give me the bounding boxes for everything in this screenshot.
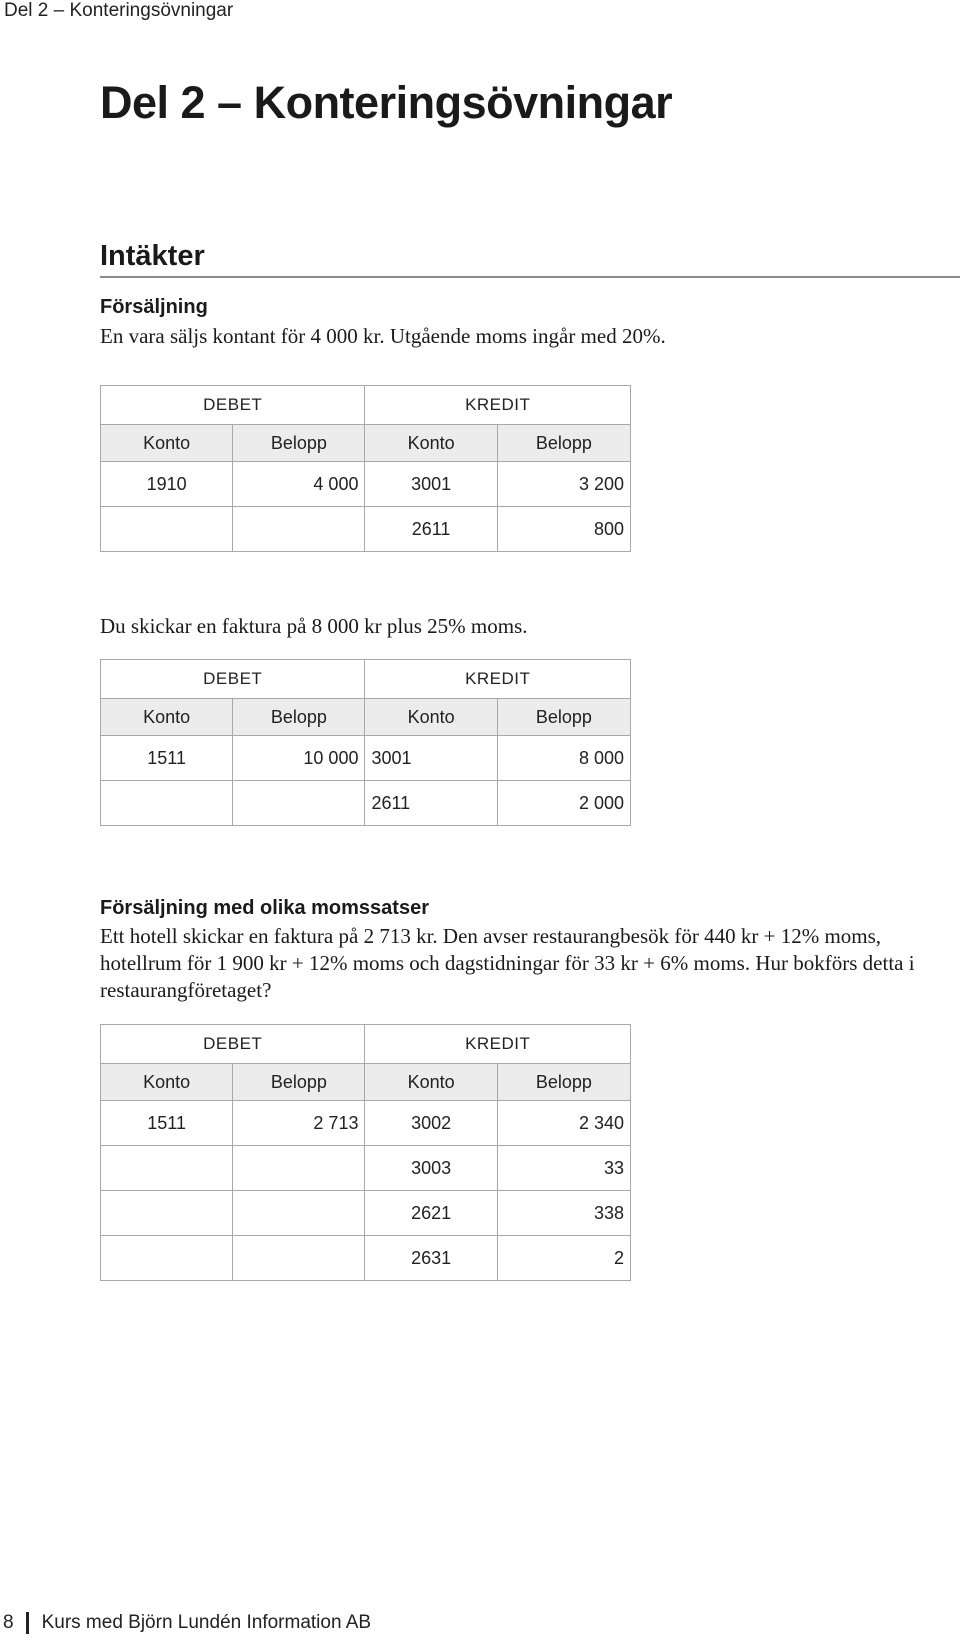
table-row [101,1101,631,1146]
kredit-belopp-cell: 2 000 [497,781,630,826]
paragraph-hotel-invoice: Ett hotell skickar en faktura på 2 713 kr. Den avser restaurangbesök för 440 kr + 12% moms, hotellrum för 1 900 kr + 12% moms och dagstidningar för 33 kr + 6% moms. Hur bokförs detta i restaurangföretaget? [100,924,915,1002]
journal-table-3 [100,1024,631,1281]
page-number: 8 [3,1612,14,1633]
kredit-header: KREDIT [365,386,631,425]
column-header-konto: Konto [101,425,233,462]
page-footer [3,1612,371,1634]
kredit-belopp-cell: 338 [497,1191,630,1236]
debet-konto-cell [101,1146,233,1191]
debet-belopp-cell: 4 000 [233,462,365,507]
kredit-belopp-cell: 33 [497,1146,630,1191]
journal-table-1 [100,385,631,552]
debet-belopp-cell: 10 000 [233,736,365,781]
table-row [101,1146,631,1191]
debet-konto-cell [101,1191,233,1236]
table-row [101,1191,631,1236]
column-header-belopp: Belopp [497,425,630,462]
section-heading: Intäkter [100,240,205,272]
column-header-konto: Konto [101,1064,233,1101]
debet-header: DEBET [101,386,365,425]
table-row [101,736,631,781]
debet-header: DEBET [101,1025,365,1064]
column-header-konto: Konto [365,699,497,736]
publisher-name: Kurs med Björn Lundén Information AB [41,1612,372,1633]
debet-konto-cell: 1910 [101,462,233,507]
debet-header: DEBET [101,660,365,699]
column-header-konto: Konto [365,1064,497,1101]
paragraph-cash-sale: En vara säljs kontant för 4 000 kr. Utgående moms ingår med 20%. [100,324,666,348]
kredit-header: KREDIT [365,1025,631,1064]
kredit-konto-cell: 2611 [365,507,497,552]
kredit-header: KREDIT [365,660,631,699]
subheading-forsaljning: Försäljning [100,296,208,318]
kredit-belopp-cell: 2 340 [497,1101,630,1146]
journal-table-2 [100,659,631,826]
kredit-konto-cell: 3001 [365,736,497,781]
kredit-belopp-cell: 8 000 [497,736,630,781]
debet-belopp-cell [233,1236,365,1281]
debet-konto-cell [101,1236,233,1281]
debet-belopp-cell [233,1191,365,1236]
debet-konto-cell [101,507,233,552]
kredit-konto-cell: 3002 [365,1101,497,1146]
paragraph-invoice: Du skickar en faktura på 8 000 kr plus 25% moms. [100,614,528,638]
debet-belopp-cell [233,781,365,826]
table-row [101,507,631,552]
kredit-belopp-cell: 3 200 [497,462,630,507]
footer-separator [26,1612,29,1634]
column-header-konto: Konto [101,699,233,736]
debet-belopp-cell [233,507,365,552]
debet-belopp-cell: 2 713 [233,1101,365,1146]
column-header-belopp: Belopp [497,1064,630,1101]
kredit-konto-cell: 3003 [365,1146,497,1191]
kredit-konto-cell: 2621 [365,1191,497,1236]
table-row [101,781,631,826]
kredit-belopp-cell: 800 [497,507,630,552]
kredit-konto-cell: 3001 [365,462,497,507]
column-header-belopp: Belopp [233,425,365,462]
column-header-konto: Konto [365,425,497,462]
table-row [101,462,631,507]
running-head: Del 2 – Konteringsövningar [4,0,234,21]
debet-belopp-cell [233,1146,365,1191]
debet-konto-cell: 1511 [101,1101,233,1146]
table-row [101,1236,631,1281]
page-title: Del 2 – Konteringsövningar [100,77,673,128]
debet-konto-cell [101,781,233,826]
section-divider [100,276,960,278]
kredit-konto-cell: 2611 [365,781,497,826]
kredit-belopp-cell: 2 [497,1236,630,1281]
column-header-belopp: Belopp [233,1064,365,1101]
column-header-belopp: Belopp [233,699,365,736]
column-header-belopp: Belopp [497,699,630,736]
subheading-momssatser: Försäljning med olika momssatser [100,897,429,919]
debet-konto-cell: 1511 [101,736,233,781]
kredit-konto-cell: 2631 [365,1236,497,1281]
